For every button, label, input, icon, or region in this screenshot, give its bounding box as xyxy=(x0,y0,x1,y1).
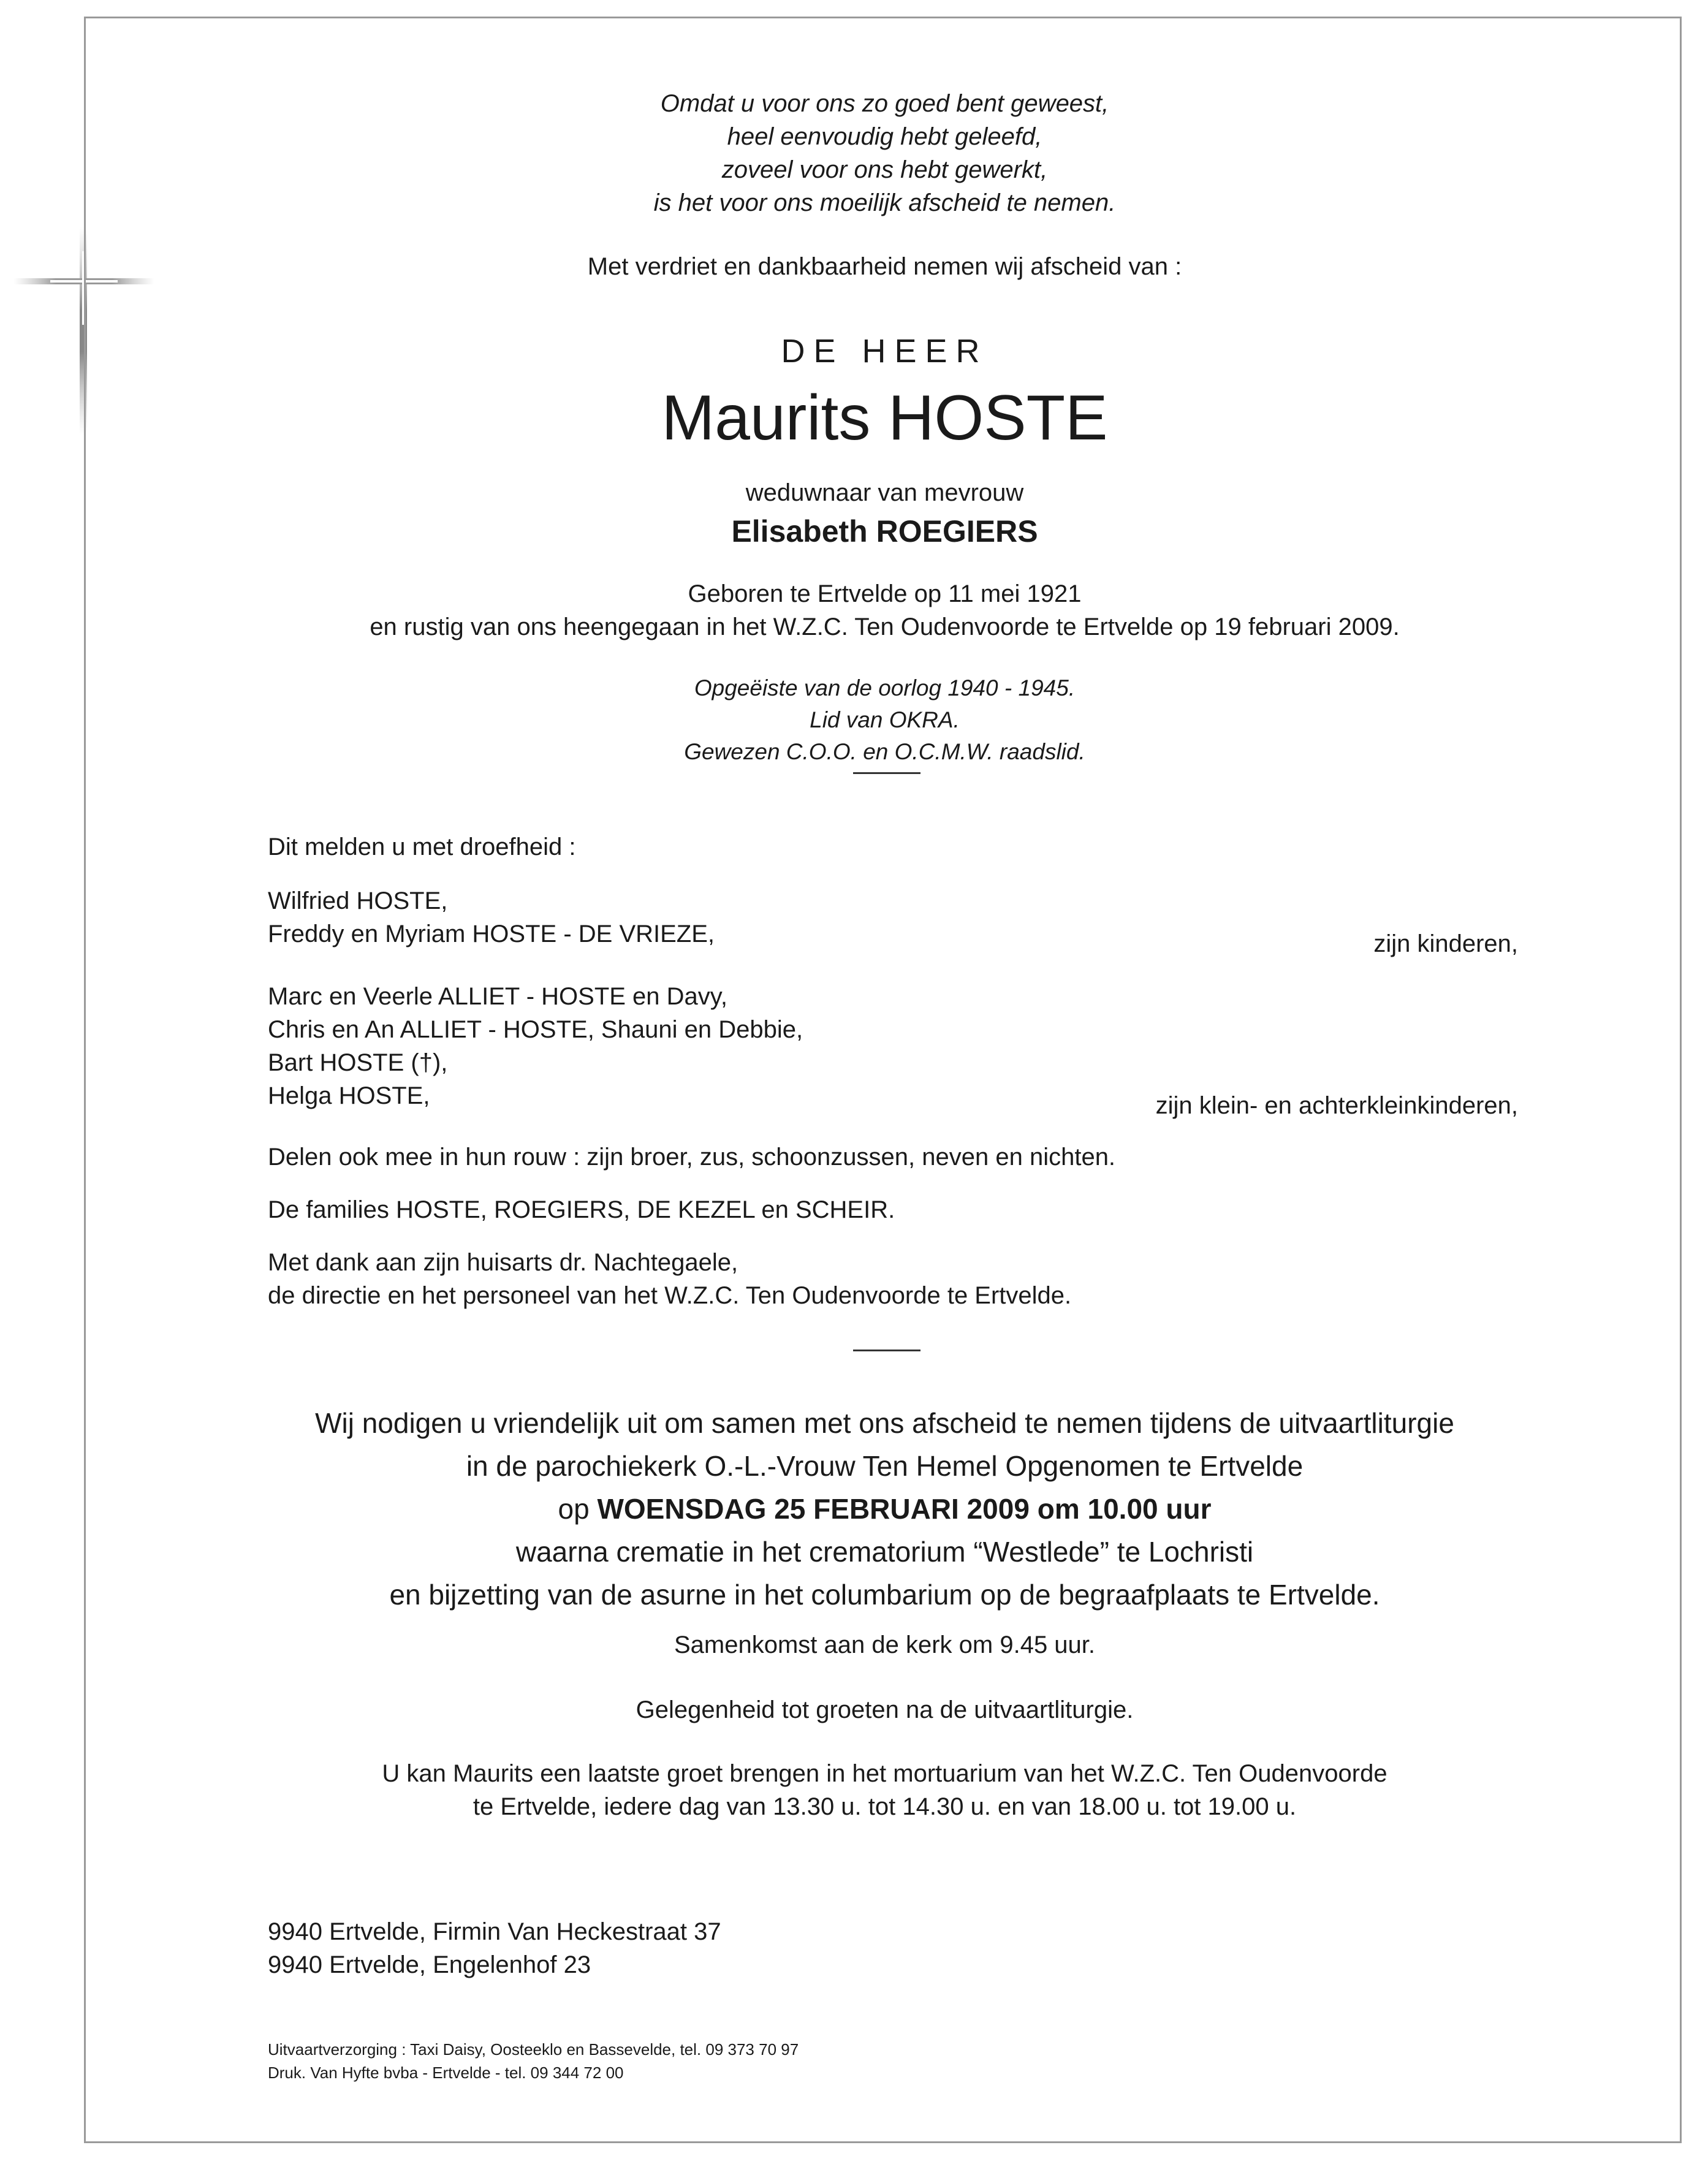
addresses xyxy=(268,1915,721,1981)
poem-line: Omdat u voor ons zo goed bent geweest, xyxy=(660,90,1109,117)
address-line: 9940 Ertvelde, Firmin Van Heckestraat 37 xyxy=(268,1918,721,1945)
footer-line: Uitvaartverzorging : Taxi Daisy, Oosteeklo en Bassevelde, tel. 09 373 70 97 xyxy=(268,2040,799,2059)
service-date-line xyxy=(86,1487,1682,1530)
death-line: en rustig van ons heengegaan in het W.Z.C. Ten Oudenvoorde te Ertvelde op 19 februari 2009. xyxy=(370,613,1400,640)
children-list xyxy=(268,884,715,951)
greetings-text: Gelegenheid tot groeten na de uitvaartliturgie. xyxy=(636,1696,1134,1723)
service-line: waarna crematie in het crematorium “Westlede” te Lochristi xyxy=(515,1536,1254,1568)
note-line: Opgeëiste van de oorlog 1940 - 1945. xyxy=(694,675,1076,700)
service-line: in de parochiekerk O.-L.-Vrouw Ten Hemel Opgenomen te Ertvelde xyxy=(466,1450,1304,1482)
mortuary-line: te Ertvelde, iedere dag van 13.30 u. tot 14.30 u. en van 18.00 u. tot 19.00 u. xyxy=(473,1793,1297,1820)
poem xyxy=(86,87,1682,219)
poem-line: zoveel voor ons hebt gewerkt, xyxy=(721,156,1048,183)
service-date: WOENSDAG 25 FEBRUARI 2009 om 10.00 uur xyxy=(597,1493,1212,1525)
footer-line: Druk. Van Hyfte bvba - Ertvelde - tel. 09 344 72 00 xyxy=(268,2063,624,2082)
note-line: Gewezen C.O.O. en O.C.M.W. raadslid. xyxy=(684,739,1085,764)
list-item: Wilfried HOSTE, xyxy=(268,887,448,914)
footer xyxy=(268,2038,799,2084)
list-item: Marc en Veerle ALLIET - HOSTE en Davy, xyxy=(268,983,727,1010)
thanks-line: de directie en het personeel van het W.Z.C. Ten Oudenvoorde te Ertvelde. xyxy=(268,1282,1072,1309)
list-item: Helga HOSTE, xyxy=(268,1082,430,1109)
list-item: Chris en An ALLIET - HOSTE, Shauni en Debbie, xyxy=(268,1016,803,1043)
service-line: Wij nodigen u vriendelijk uit om samen met ons afscheid te nemen tijdens de uitvaartliturgie xyxy=(315,1407,1454,1439)
service-line: en bijzetting van de asurne in het columbarium op de begraafplaats te Ertvelde. xyxy=(389,1579,1380,1611)
poem-line: is het voor ons moeilijk afscheid te nemen. xyxy=(653,189,1116,216)
children-label: zijn kinderen, xyxy=(1373,930,1518,957)
divider xyxy=(853,772,920,774)
list-item: Bart HOSTE (†), xyxy=(268,1049,448,1076)
grandchildren-label: zijn klein- en achterkleinkinderen, xyxy=(1155,1092,1518,1119)
mourning-text: Delen ook mee in hun rouw : zijn broer, zus, schoonzussen, neven en nichten. xyxy=(268,1144,1116,1171)
service-invitation xyxy=(86,1402,1682,1616)
families-text: De families HOSTE, ROEGIERS, DE KEZEL en SCHEIR. xyxy=(268,1196,895,1223)
thanks-line: Met dank aan zijn huisarts dr. Nachtegaele, xyxy=(268,1249,738,1276)
intro-text: Met verdriet en dankbaarheid nemen wij afscheid van : xyxy=(587,253,1182,280)
service-date-prefix: op xyxy=(558,1493,590,1525)
honorific: DE HEER xyxy=(781,333,989,370)
address-line: 9940 Ertvelde, Engelenhof 23 xyxy=(268,1951,591,1978)
widower-label: weduwnaar van mevrouw xyxy=(745,479,1024,506)
funeral-card xyxy=(84,17,1682,2143)
announcement: Dit melden u met droefheid : xyxy=(268,833,576,860)
grandchildren-list xyxy=(268,980,803,1112)
life-notes xyxy=(86,672,1682,768)
divider xyxy=(853,1350,920,1351)
list-item: Freddy en Myriam HOSTE - DE VRIEZE, xyxy=(268,921,715,947)
mortuary-text xyxy=(86,1757,1682,1823)
birth-line: Geboren te Ertvelde op 11 mei 1921 xyxy=(688,580,1082,607)
spouse-name: Elisabeth ROEGIERS xyxy=(731,514,1038,549)
deceased-name: Maurits HOSTE xyxy=(661,382,1108,454)
thanks-text xyxy=(268,1246,1071,1312)
gathering-text: Samenkomst aan de kerk om 9.45 uur. xyxy=(674,1631,1096,1658)
poem-line: heel eenvoudig hebt geleefd, xyxy=(727,123,1042,150)
note-line: Lid van OKRA. xyxy=(810,707,960,732)
birth-death-info xyxy=(86,577,1682,644)
mortuary-line: U kan Maurits een laatste groet brengen in het mortuarium van het W.Z.C. Ten Oudenvoorde xyxy=(382,1760,1387,1787)
